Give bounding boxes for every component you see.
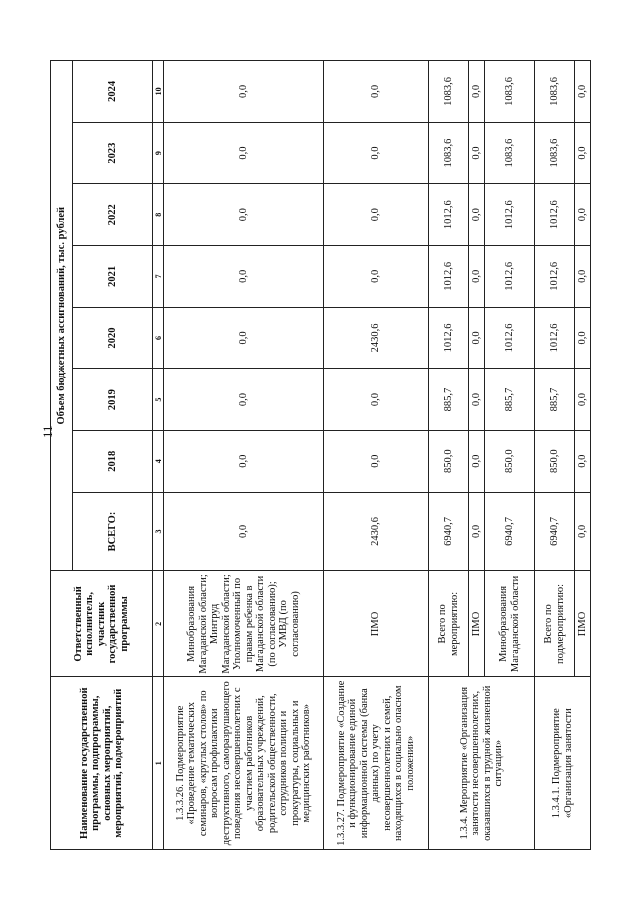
row-value: 0,0 [575,369,591,431]
row-value: 1012,6 [429,307,469,369]
table-row [324,61,429,850]
row-value: 0,0 [324,430,429,492]
index-cell: 6 [153,307,164,369]
row-value: 0,0 [164,369,324,431]
row-value: 0,0 [469,184,485,246]
row-value: 1012,6 [429,246,469,308]
row-value: 0,0 [164,184,324,246]
row-value: 2430,6 [324,307,429,369]
row-value: 0,0 [164,430,324,492]
row-value: 0,0 [324,61,429,123]
header-year: 2020 [73,307,153,369]
index-cell: 9 [153,122,164,184]
row-executor: ПМО [324,571,429,677]
row-value: 0,0 [164,307,324,369]
budget-table [50,60,591,850]
row-value: 1083,6 [535,61,575,123]
row-value: 0,0 [575,307,591,369]
row-value: 1083,6 [429,122,469,184]
row-value: 0,0 [164,61,324,123]
header-year: 2022 [73,184,153,246]
row-value: 0,0 [575,61,591,123]
row-value: 1083,6 [485,61,535,123]
row-value: 0,0 [575,492,591,571]
row-value: 0,0 [324,184,429,246]
row-executor: Минобразования Магаданской области [485,571,535,677]
index-cell: 1 [153,677,164,850]
table-row [164,61,324,850]
index-cell: 8 [153,184,164,246]
row-value: 6940,7 [429,492,469,571]
header-name: Наименование государственной программы, подпрограммы, основных мероприятий, мероприятий, подмероприятий [51,677,153,850]
index-cell: 2 [153,571,164,677]
row-name: 1.3.3.27. Подмероприятие «Создание и функционирование единой информационной системы (банка данных) по учету несовершеннолетних и семей, находящихся в социально опасном положении» [324,677,429,850]
row-value: 0,0 [469,122,485,184]
row-name: 1.3.4.1. Подмероприятие «Организация занятости [535,677,591,850]
row-value: 0,0 [469,246,485,308]
row-value: 1012,6 [485,184,535,246]
row-executor: Минобразования Магаданской области; Минтруд Магаданской области; Уполномоченный по правам ребенка в Магаданской области (по согласованию); УМВД (по согласованию) [164,571,324,677]
table-row [535,61,575,850]
row-executor: Всего по мероприятию: [429,571,469,677]
page-number-text: 11 [40,425,55,438]
row-name: 1.3.4. Мероприятие «Организация занятости несовершеннолетних, оказавшихся в трудной жизненной ситуации» [429,677,535,850]
row-executor: ПМО [575,571,591,677]
row-value: 1012,6 [429,184,469,246]
row-executor: Всего по подмероприятию: [535,571,575,677]
header-year: 2024 [73,61,153,123]
row-value: 1083,6 [429,61,469,123]
row-value: 6940,7 [535,492,575,571]
row-value: 1012,6 [535,184,575,246]
header-executor: Ответственный исполнитель, участник государственной программы [51,571,153,677]
header-year: 2019 [73,369,153,431]
row-value: 6940,7 [485,492,535,571]
row-value: 0,0 [164,122,324,184]
row-name: 1.3.3.26. Подмероприятие «Проведение тематических семинаров, «круглых столов» по вопросам профилактики деструктивного, саморазрушающего поведения несовершеннолетних с участием работников образовательных учреждений, родительской общественности, сотрудников полиции и прокуратуры, социальных и медицинских работников» [164,677,324,850]
row-value: 885,7 [485,369,535,431]
row-value: 850,0 [535,430,575,492]
row-value: 885,7 [429,369,469,431]
row-value: 0,0 [164,246,324,308]
header-total: ВСЕГО: [73,492,153,571]
index-cell: 4 [153,430,164,492]
row-value: 1012,6 [485,307,535,369]
row-value: 0,0 [324,122,429,184]
row-value: 0,0 [469,492,485,571]
header-row-1 [51,61,73,850]
index-cell: 7 [153,246,164,308]
row-value: 850,0 [485,430,535,492]
row-value: 0,0 [469,61,485,123]
header-budget-group: Объем бюджетных ассигнований, тыс. рублей [51,61,73,571]
row-value: 0,0 [575,122,591,184]
row-value: 0,0 [469,307,485,369]
row-value: 0,0 [575,184,591,246]
header-year: 2023 [73,122,153,184]
row-value: 0,0 [324,246,429,308]
row-value: 0,0 [324,369,429,431]
row-value: 0,0 [164,492,324,571]
index-cell: 5 [153,369,164,431]
row-value: 1012,6 [485,246,535,308]
header-year: 2021 [73,246,153,308]
row-value: 1083,6 [485,122,535,184]
row-value: 850,0 [429,430,469,492]
row-value: 2430,6 [324,492,429,571]
row-value: 1083,6 [535,122,575,184]
row-value: 1012,6 [535,246,575,308]
row-value: 885,7 [535,369,575,431]
header-year: 2018 [73,430,153,492]
index-cell: 3 [153,492,164,571]
row-value: 0,0 [575,246,591,308]
budget-table-container [50,60,590,850]
row-executor: ПМО [469,571,485,677]
table-row [429,61,469,850]
row-value: 1012,6 [535,307,575,369]
row-value: 0,0 [469,369,485,431]
index-row [153,61,164,850]
row-value: 0,0 [469,430,485,492]
row-value: 0,0 [575,430,591,492]
index-cell: 10 [153,61,164,123]
